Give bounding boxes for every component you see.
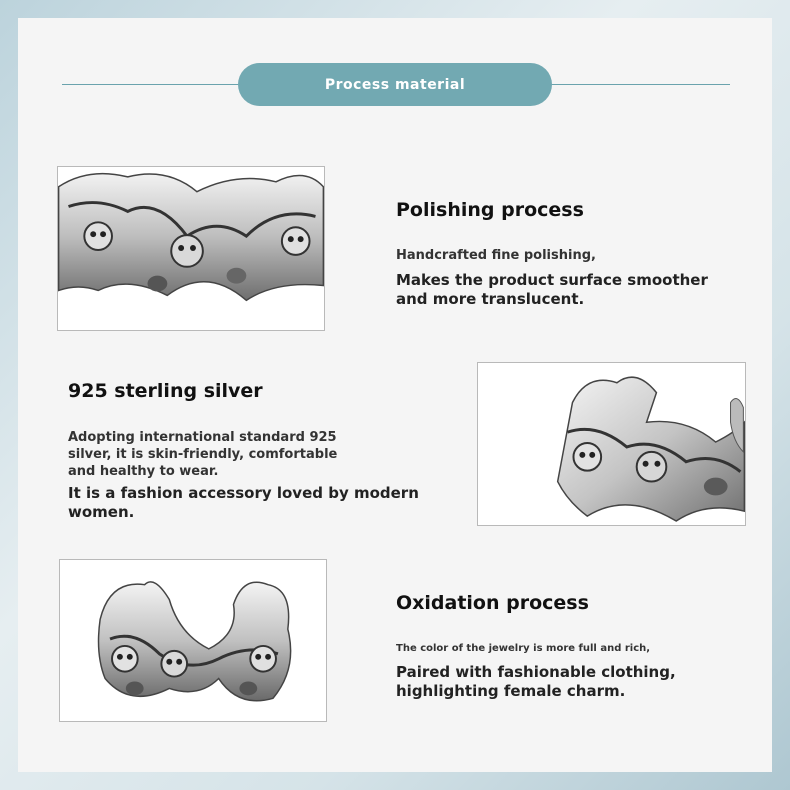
ring-angled-illustration bbox=[478, 363, 745, 525]
header-rule-right bbox=[550, 84, 730, 85]
section-header-label: Process material bbox=[324, 76, 466, 93]
silver-title: 925 sterling silver bbox=[68, 380, 263, 402]
ring-closeup-illustration bbox=[58, 167, 324, 330]
silver-line-4: It is a fashion accessory loved by modern bbox=[68, 484, 419, 502]
silver-line-3: and healthy to wear. bbox=[68, 464, 219, 479]
oxidation-title: Oxidation process bbox=[396, 592, 589, 614]
polishing-title: Polishing process bbox=[396, 199, 584, 221]
header-rule-left bbox=[62, 84, 240, 85]
oxidation-line-1: The color of the jewelry is more full and rich, bbox=[396, 643, 651, 654]
silver-line-1: Adopting international standard 925 bbox=[68, 430, 337, 445]
ring-full-photo bbox=[59, 559, 327, 722]
silver-line-2: silver, it is skin-friendly, comfortable bbox=[68, 447, 338, 462]
ring-angled-photo bbox=[477, 362, 746, 526]
polishing-line-3: and more translucent. bbox=[396, 290, 585, 308]
section-header-pill bbox=[238, 63, 552, 106]
ring-full-illustration bbox=[60, 560, 326, 721]
silver-line-5: women. bbox=[68, 503, 135, 521]
polishing-line-1: Handcrafted fine polishing, bbox=[396, 248, 596, 263]
polishing-line-2: Makes the product surface smoother bbox=[396, 271, 708, 289]
oxidation-line-2: Paired with fashionable clothing, bbox=[396, 663, 676, 681]
oxidation-line-3: highlighting female charm. bbox=[396, 682, 626, 700]
ring-closeup-photo bbox=[57, 166, 325, 331]
